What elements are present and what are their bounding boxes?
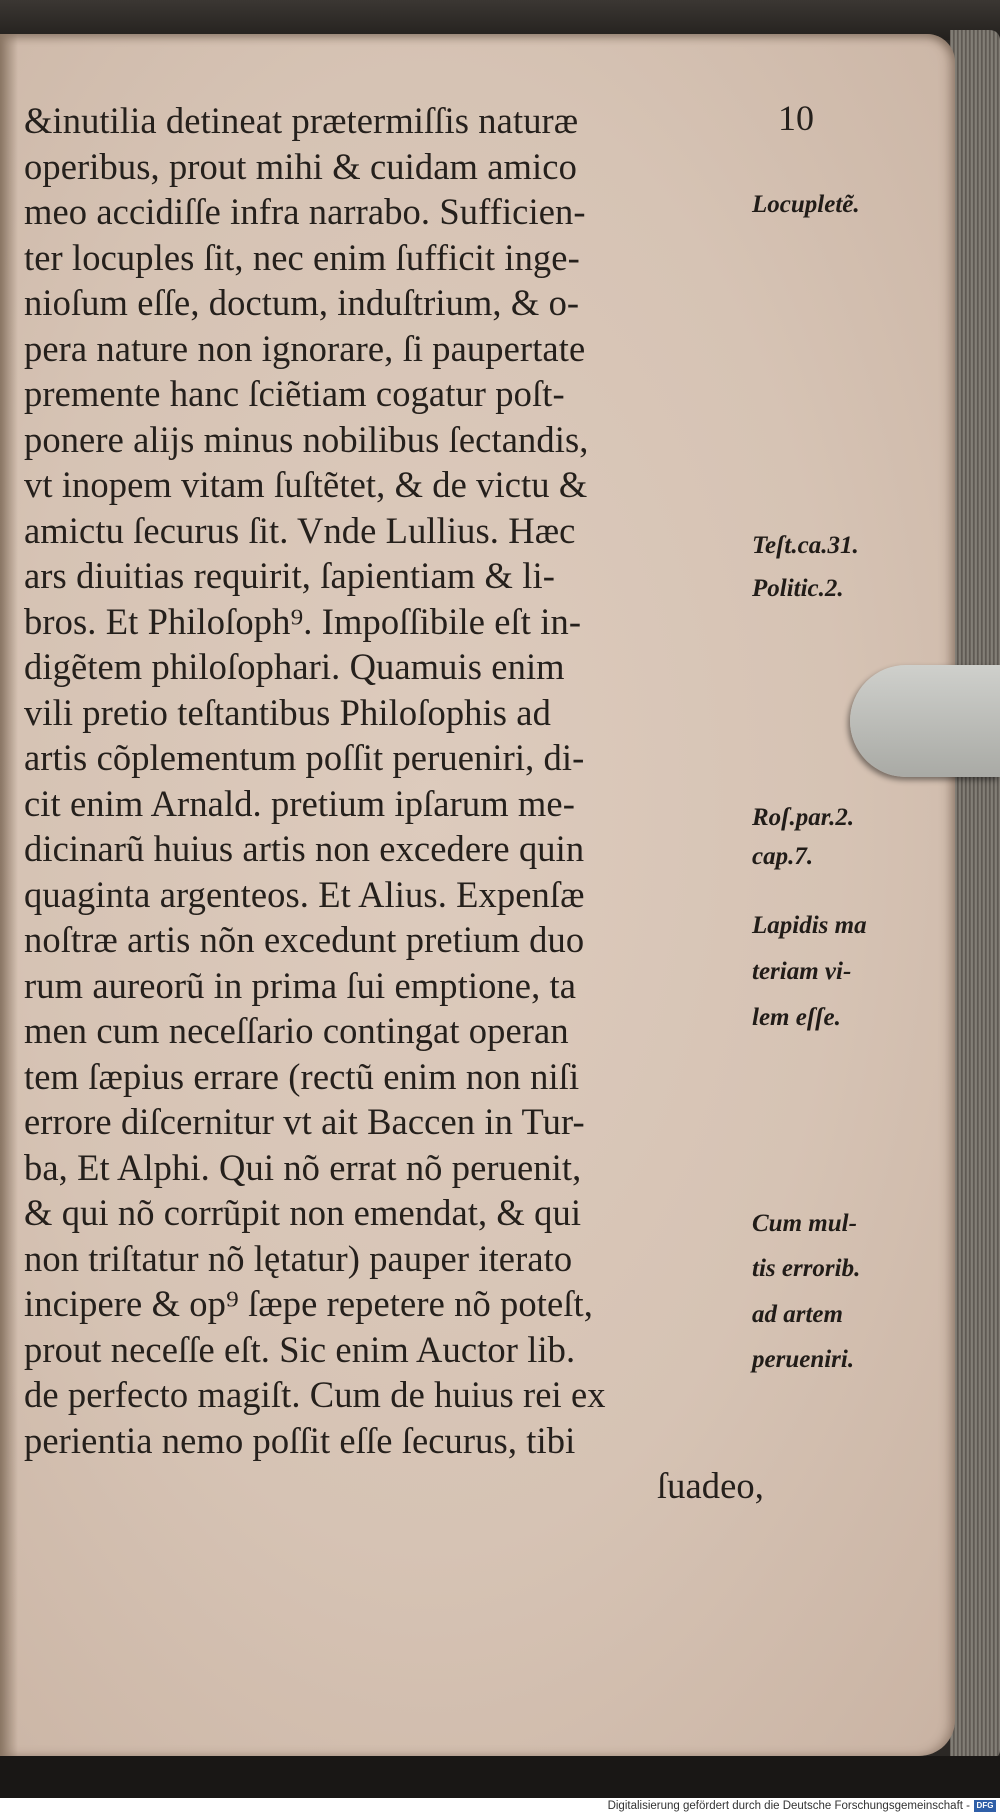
margin-note: perueniri. <box>752 1346 855 1373</box>
page-gutter-shadow <box>0 34 18 1756</box>
text-line: dicinarũ huius artis non excedere quin <box>24 828 585 869</box>
margin-note: Teſt.ca.31. <box>752 532 859 559</box>
text-line: noſtræ artis nõn excedunt pretium duo <box>24 919 585 960</box>
text-line: de perfecto magiſt. Cum de huius rei ex <box>24 1374 606 1415</box>
margin-note: Politic.2. <box>752 575 844 602</box>
text-line: nioſum eſſe, doctum, induſtrium, & o- <box>24 282 580 323</box>
text-line: digẽtem philoſophari. Quamuis enim <box>24 646 565 687</box>
text-line: tem ſæpius errare (rectũ enim non niſi <box>24 1055 580 1097</box>
text-line: &inutilia detineat prætermiſſis naturæ <box>24 100 579 141</box>
book-bottom-shadow <box>0 1756 1000 1798</box>
text-block <box>24 98 764 1509</box>
margin-note: Lapidis ma <box>752 912 867 939</box>
text-line: premente hanc ſciẽtiam cogatur poſt- <box>24 373 565 414</box>
page-number: 10 <box>778 98 814 138</box>
text-line: incipere & op⁹ ſæpe repetere nõ poteſt, <box>24 1283 593 1324</box>
bookmark-tab <box>850 665 1000 777</box>
text-line: ter locuples ſit, nec enim ſufficit inge- <box>24 236 580 278</box>
funding-credit: Digitalisierung gefördert durch die Deutsche Forschungsgemeinschaft - <box>607 1800 970 1812</box>
dfg-logo: DFG <box>974 1800 996 1812</box>
text-line: non triſtatur nõ lętatur) pauper iterato <box>24 1237 573 1279</box>
text-line: cit enim Arnald. pretium ipſarum me- <box>24 782 575 824</box>
margin-note: cap.7. <box>752 843 814 870</box>
text-line: vt inopem vitam ſuſtẽtet, & de victu & <box>24 464 588 505</box>
margin-note: tis errorib. <box>752 1255 861 1282</box>
margin-note: Locupletẽ. <box>752 191 860 218</box>
text-line: vili pretio teſtantibus Philoſophis ad <box>24 691 551 733</box>
text-line: meo accidiſſe infra narrabo. Sufficien- <box>24 191 586 232</box>
text-line: operibus, prout mihi & cuidam amico <box>24 145 577 187</box>
text-line: errore diſcernitur vt ait Baccen in Tur- <box>24 1101 585 1142</box>
text-line: prout neceſſe eſt. Sic enim Auctor lib. <box>24 1328 576 1370</box>
text-line: perientia nemo poſſit eſſe ſecurus, tibi <box>24 1419 576 1461</box>
margin-note: Roſ.par.2. <box>752 804 855 831</box>
text-line: quaginta argenteos. Et Alius. Expenſæ <box>24 873 585 915</box>
text-line: ba, Et Alphi. Qui nõ errat nõ peruenit, <box>24 1146 582 1188</box>
text-line: pera nature non ignorare, ſi paupertate <box>24 327 586 369</box>
margin-note: ad artem <box>752 1301 843 1328</box>
text-line: men cum neceſſario contingat operan <box>24 1010 569 1051</box>
text-line: & qui nõ corrũpit non emendat, & qui <box>24 1192 582 1233</box>
text-line: bros. Et Philoſoph⁹. Impoſſibile eſt in- <box>24 600 582 642</box>
margin-note: teriam vi- <box>752 958 852 985</box>
text-line: amictu ſecurus ſit. Vnde Lullius. Hæc <box>24 509 576 551</box>
book-fore-edge <box>950 30 1000 1760</box>
credit-bar <box>0 1798 1000 1814</box>
text-line: artis cõplementum poſſit perueniri, di- <box>24 737 585 778</box>
margin-note: lem eſſe. <box>752 1004 841 1031</box>
catchword: ſuadeo, <box>656 1465 764 1506</box>
margin-note: Cum mul- <box>752 1210 857 1237</box>
text-line: rum aureorũ in prima ſui emptione, ta <box>24 964 577 1006</box>
text-line: ars diuitias requirit, ſapientiam & li- <box>24 555 555 596</box>
text-line: ponere alijs minus nobilibus ſectandis, <box>24 418 589 460</box>
